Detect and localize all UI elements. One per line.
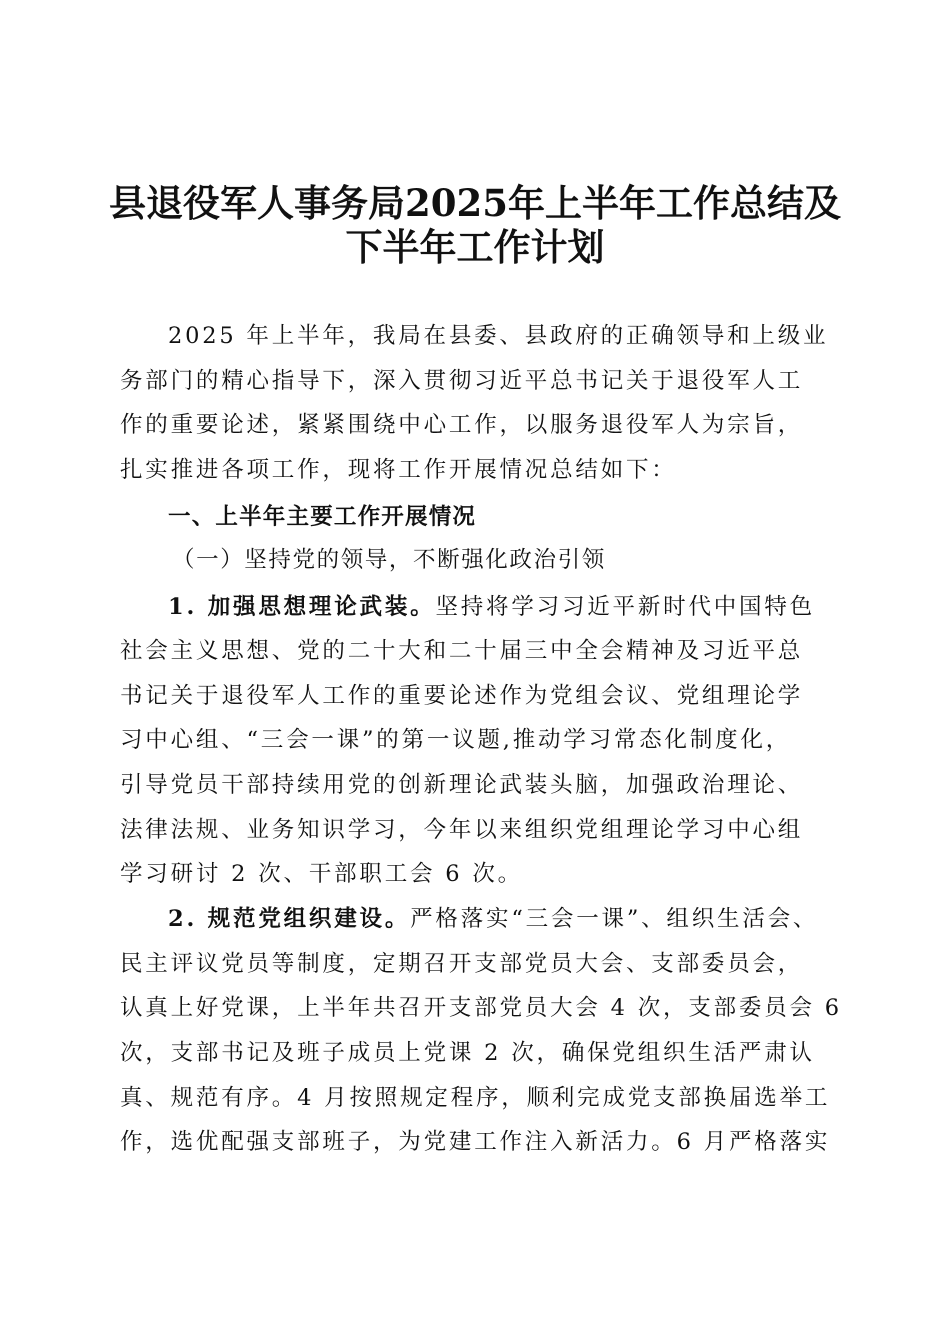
item-1-line: 书记关于退役军人工作的重要论述作为党组会议、党组理论学	[120, 683, 804, 709]
item-1-line: 习中心组、“三会一课”的第一议题,推动学习常态化制度化，	[120, 727, 792, 753]
item-1-line: 学习研讨 2 次、干部职工会 6 次。	[120, 861, 523, 887]
intro-line-1: 2025 年上半年，我局在县委、县政府的正确领导和上级业	[168, 323, 829, 349]
item-1-line: 引导党员干部持续用党的创新理论武装头脑，加强政治理论、	[120, 772, 804, 798]
section-heading-1: 一、上半年主要工作开展情况	[168, 504, 477, 530]
item-2-line: 次，支部书记及班子成员上党课 2 次，确保党组织生活严肃认	[120, 1040, 815, 1066]
document-title-line-1: 县退役军人事务局2025年上半年工作总结及	[109, 181, 841, 225]
item-2-line: 作，选优配强支部班子，为党建工作注入新活力。6 月严格落实	[120, 1129, 831, 1155]
intro-line-3: 作的重要论述，紧紧围绕中心工作，以服务退役军人为宗旨，	[120, 412, 804, 438]
item-1-first-rest: 坚持将学习习近平新时代中国特色	[435, 594, 815, 620]
intro-line-4: 扎实推进各项工作，现将工作开展情况总结如下：	[120, 457, 677, 483]
item-2-line: 民主评议党员等制度，定期召开支部党员大会、支部委员会，	[120, 951, 804, 977]
item-2-lead: 2. 规范党组织建设。	[168, 906, 411, 932]
item-1-line: 法律法规、业务知识学习，今年以来组织党组理论学习中心组	[120, 817, 804, 843]
document-title-line-2: 下半年工作计划	[345, 225, 605, 269]
item-2-line: 认真上好党课，上半年共召开支部党员大会 4 次，支部委员会 6	[120, 995, 842, 1021]
intro-line-2: 务部门的精心指导下，深入贯彻习近平总书记关于退役军人工	[120, 368, 804, 394]
item-1-first-line	[168, 592, 815, 622]
item-2-first-rest: 严格落实“三会一课”、组织生活会、	[410, 906, 819, 932]
item-1-line: 社会主义思想、党的二十大和二十届三中全会精神及习近平总	[120, 638, 804, 664]
item-2-first-line	[168, 904, 818, 934]
item-1-lead: 1. 加强思想理论武装。	[168, 594, 436, 620]
item-2-line: 真、规范有序。4 月按照规定程序，顺利完成党支部换届选举工	[120, 1085, 831, 1111]
subsection-heading-1: （一）坚持党的领导，不断强化政治引领	[172, 547, 606, 573]
